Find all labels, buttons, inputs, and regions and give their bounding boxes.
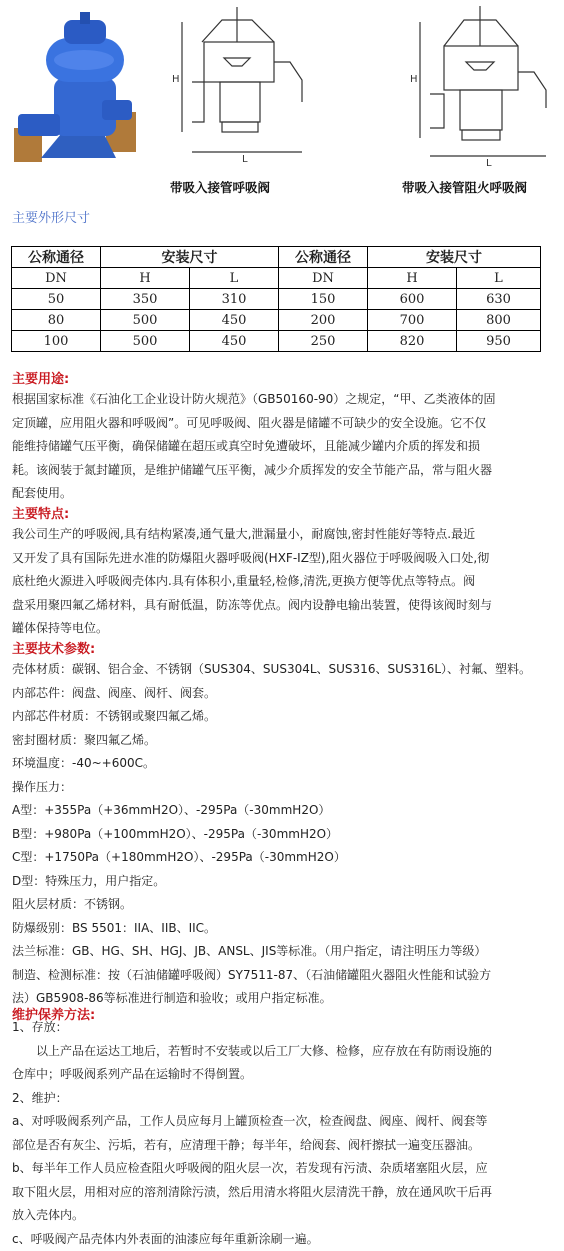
table-row [12,331,541,352]
subheader-l: L [190,268,279,289]
dim-l-left: L [242,154,248,165]
param-line: A型：+355Pa（+36mmH2O）、-295Pa（-30mmH2O） [12,799,550,823]
subheader-l: L [457,268,541,289]
section-title-features: 主要特点: [12,503,69,522]
param-line: 环境温度：-40~+600C。 [12,752,550,776]
param-line: B型：+980Pa（+100mmH2O）、-295Pa（-30mmH2O） [12,823,550,847]
maintenance-line: c、呼吸阀产品壳体内外表面的油漆应每年重新涂刷一遍。 [12,1228,550,1251]
subheader-h: H [101,268,190,289]
subheader-dn: DN [279,268,368,289]
param-line: D型：特殊压力，用户指定。 [12,870,550,894]
param-line: 内部芯件：阀盘、阀座、阀杆、阀套。 [12,682,550,706]
param-line: 操作压力： [12,776,550,800]
table-row [12,289,541,310]
maintenance-line: a、对呼吸阀系列产品，工作人员应每月上罐顶检查一次，检查阀盘、阀座、阀杆、阀套等 [12,1110,550,1134]
text-line: 定顶罐，应用阻火器和呼吸阀”。可见呼吸阀、阻火器是储罐不可缺少的安全设施。它不仅 [12,412,550,436]
text-line: 罐体保持等电位。 [12,617,550,641]
text-line: 盘采用聚四氟乙烯材料，具有耐低温，防冻等优点。阀内设静电输出装置，使得该阀时刻与 [12,594,550,618]
maintenance-line: 取下阻火层，用相对应的溶剂清除污渍，然后用清水将阻火层清洗干静，放在通风吹干后再 [12,1181,550,1205]
maintenance-line: 以上产品在运达工地后，若暂时不安装或以后工厂大修、检修，应存放在有防雨设施的 [12,1040,550,1064]
cell-l: 630 [457,289,541,310]
valve-photo [6,8,156,168]
text-line: 能维持储罐气压平衡，确保储罐在超压或真空时免遭破坏，且能减少罐内介质的挥发和损 [12,435,550,459]
maintenance-line: b、每半年工作人员应检查阻火呼吸阀的阻火层一次，若发现有污渍、杂质堵塞阻火层，应 [12,1157,550,1181]
text-line: 配套使用。 [12,482,550,506]
cell-l: 310 [190,289,279,310]
param-line: 法）GB5908-86等标准进行制造和验收；或用户指定标准。 [12,987,550,1011]
maintenance-line: 2、维护： [12,1087,550,1111]
param-line: 壳体材质：碳钢、铝合金、不锈钢（SUS304、SUS304L、SUS316、SUS316L）、衬氟、塑料。 [12,658,550,682]
dim-l-right: L [486,158,492,169]
section-title-params: 主要技术参数: [12,638,95,657]
caption-flame-arrester-valve: 带吸入接管阻火呼吸阀 [402,178,527,196]
cell-l: 950 [457,331,541,352]
dim-h-right: H [410,74,418,85]
params-list [12,658,550,1011]
caption-breather-valve: 带吸入接管呼吸阀 [170,178,270,196]
text-line: 耗。该阀装于氮封罐顶，是维护储罐气压平衡，减少介质挥发的安全节能产品，常与阻火器 [12,459,550,483]
flame-arrester-valve-drawing [400,2,560,174]
cell-h: 500 [101,310,190,331]
table-subheader-row [12,268,541,289]
cell-h: 700 [368,310,457,331]
param-line: 阻火层材质：不锈钢。 [12,893,550,917]
maintenance-line: 部位是否有灰尘、污垢，若有，应清理干静；每半年，给阀套、阀杆擦拭一遍变压器油。 [12,1134,550,1158]
param-line: 密封圈材质：聚四氟乙烯。 [12,729,550,753]
cell-h: 500 [101,331,190,352]
maintenance-line: 1、存放： [12,1016,550,1040]
features-paragraph [12,523,550,641]
text-line: 底杜绝火源进入呼吸阀壳体内.具有体积小,重量轻,检修,清洗,更换方便等优点等特点。阀 [12,570,550,594]
section-title-dimensions: 主要外形尺寸 [12,207,90,226]
dimension-table [11,246,541,352]
text-line: 又开发了具有国际先进水准的防爆阻火器呼吸阀(HXF-IZ型),阻火器位于呼吸阀吸入口处,彻 [12,547,550,571]
cell-dn: 150 [279,289,368,310]
cell-l: 450 [190,310,279,331]
cell-h: 600 [368,289,457,310]
param-line: C型：+1750Pa（+180mmH2O）、-295Pa（-30mmH2O） [12,846,550,870]
section-title-usage: 主要用途: [12,368,69,387]
header-install-size: 安装尺寸 [368,247,541,268]
param-line: 制造、检测标准：按（石油储罐呼吸阀）SY7511-87、（石油储罐阻火器阻火性能和试验方 [12,964,550,988]
maintenance-list [12,1016,550,1251]
section-title-maintenance: 维护保养方法: [12,1004,95,1023]
param-line: 防爆级别：BS 5501：IIA、IIB、IIC。 [12,917,550,941]
text-line: 我公司生产的呼吸阀,具有结构紧凑,通气量大,泄漏量小，耐腐蚀,密封性能好等特点.最近 [12,523,550,547]
cell-dn: 250 [279,331,368,352]
cell-dn: 100 [12,331,101,352]
param-line: 内部芯件材质：不锈钢或聚四氟乙烯。 [12,705,550,729]
product-images-area [0,0,564,200]
cell-dn: 50 [12,289,101,310]
maintenance-line: 仓库中；呼吸阀系列产品在运输时不得倒置。 [12,1063,550,1087]
maintenance-line: 放入壳体内。 [12,1204,550,1228]
header-install-size: 安装尺寸 [101,247,279,268]
subheader-dn: DN [12,268,101,289]
header-nominal-diameter: 公称通径 [12,247,101,268]
header-nominal-diameter: 公称通径 [279,247,368,268]
cell-l: 800 [457,310,541,331]
usage-paragraph [12,388,550,506]
param-line: 法兰标准：GB、HG、SH、HGJ、JB、ANSL、JIS等标准。（用户指定，请注明压力等级） [12,940,550,964]
cell-l: 450 [190,331,279,352]
table-header-row [12,247,541,268]
table-row [12,310,541,331]
subheader-h: H [368,268,457,289]
cell-h: 350 [101,289,190,310]
text-line: 根据国家标准《石油化工企业设计防火规范》（GB50160-90）之规定，“甲、乙类液体的固 [12,388,550,412]
cell-dn: 200 [279,310,368,331]
dim-h-left: H [172,74,180,85]
cell-h: 820 [368,331,457,352]
breather-valve-drawing [162,2,312,174]
cell-dn: 80 [12,310,101,331]
